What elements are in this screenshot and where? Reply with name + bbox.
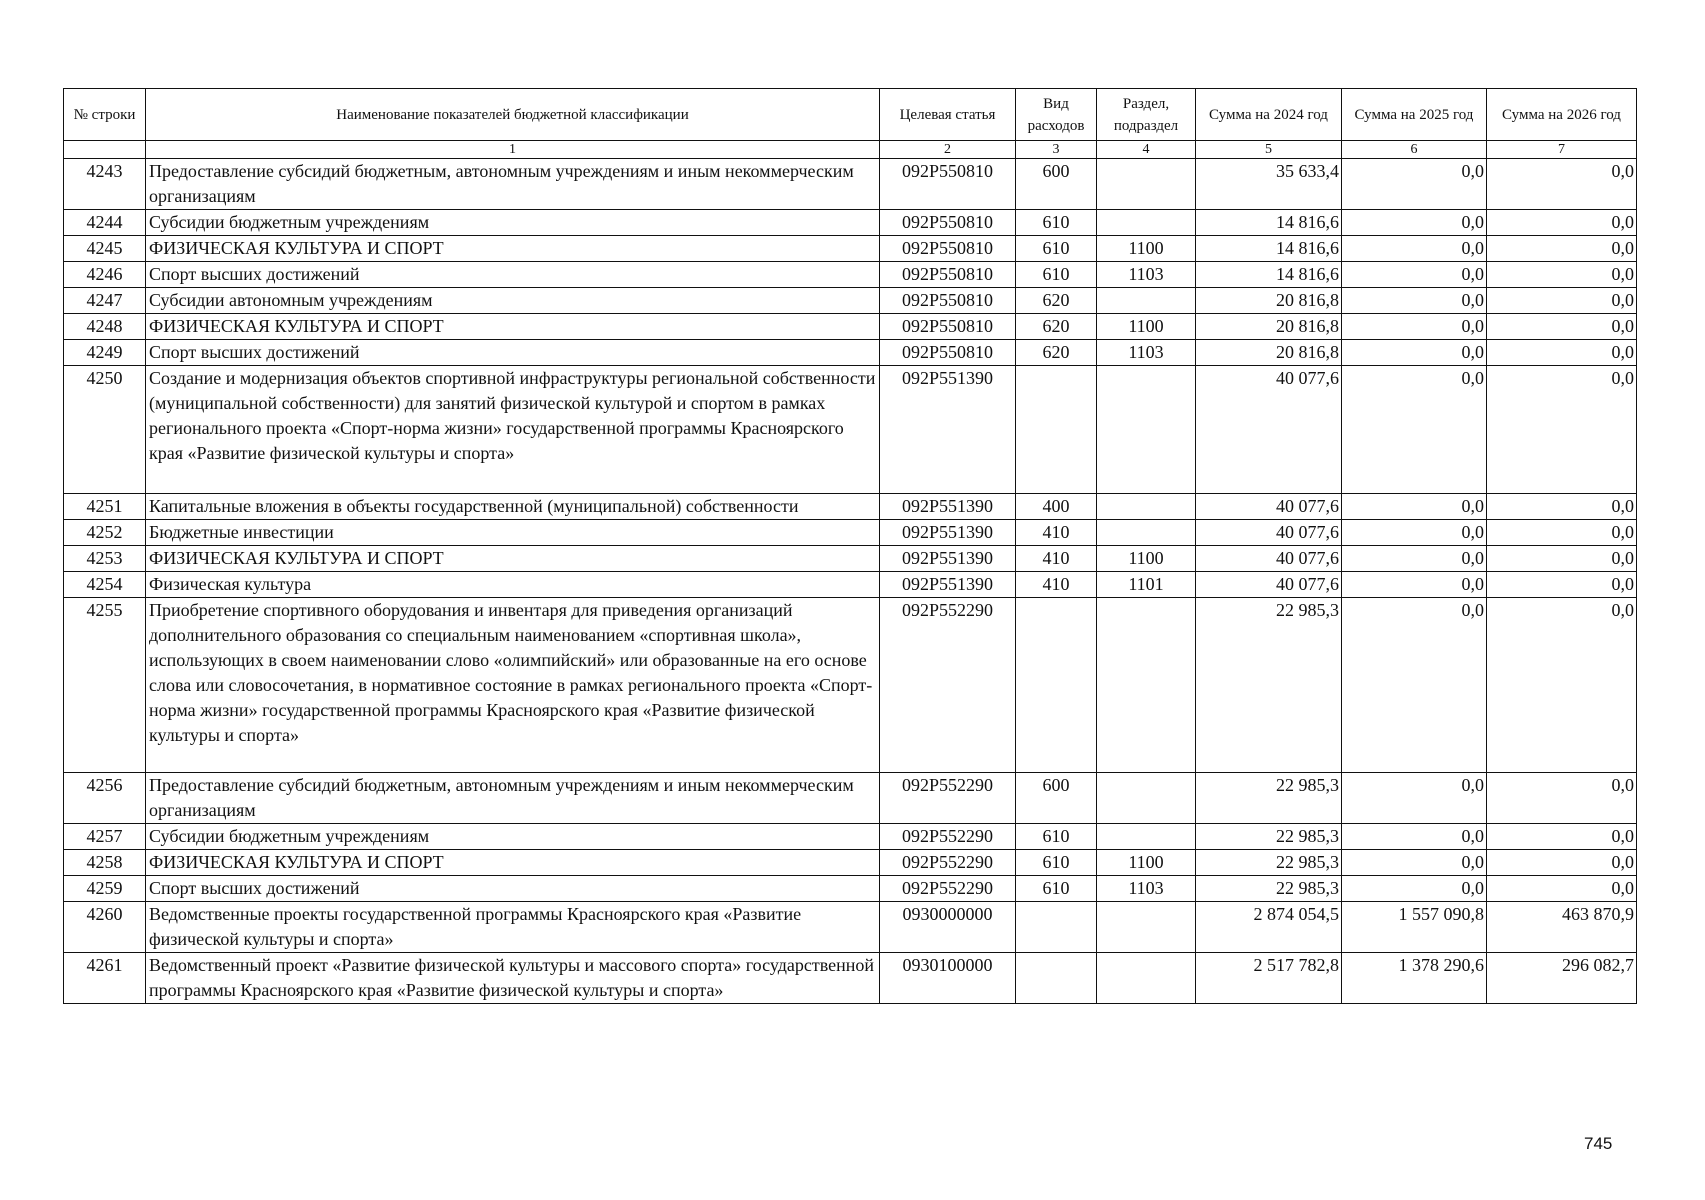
row-sum-2025: 0,0 bbox=[1342, 850, 1487, 876]
row-sum-2025: 0,0 bbox=[1342, 824, 1487, 850]
row-section: 1101 bbox=[1097, 572, 1196, 598]
row-target-article: 092P552290 bbox=[880, 773, 1016, 824]
row-sum-2026: 0,0 bbox=[1487, 340, 1637, 366]
row-section bbox=[1097, 824, 1196, 850]
table-body bbox=[64, 159, 1637, 1004]
row-number: 4250 bbox=[64, 366, 146, 494]
row-target-article: 092P551390 bbox=[880, 520, 1016, 546]
table-row bbox=[64, 236, 1637, 262]
row-section: 1103 bbox=[1097, 876, 1196, 902]
row-sum-2025: 0,0 bbox=[1342, 546, 1487, 572]
row-sum-2025: 0,0 bbox=[1342, 598, 1487, 773]
row-sum-2026: 296 082,7 bbox=[1487, 953, 1637, 1004]
table-row bbox=[64, 953, 1637, 1004]
row-section bbox=[1097, 494, 1196, 520]
table-row bbox=[64, 288, 1637, 314]
page-number: 745 bbox=[1584, 1134, 1613, 1153]
header-row bbox=[64, 89, 1637, 141]
row-target-article: 092P552290 bbox=[880, 876, 1016, 902]
table-row bbox=[64, 340, 1637, 366]
row-name: Приобретение спортивного оборудования и инвентаря для приведения организаций дополнительного образования со специальным наименованием «спортивная школа», использующих в своем наименовании слово «олимпийский» или образованные на его основе слова или словосочетания, в нормативное состояние в рамках регионального проекта «Спорт-норма жизни» государственной программы Красноярского края «Развитие физической культуры и спорта» bbox=[146, 598, 880, 773]
row-name: Бюджетные инвестиции bbox=[146, 520, 880, 546]
table-row bbox=[64, 314, 1637, 340]
row-sum-2024: 40 077,6 bbox=[1196, 546, 1342, 572]
row-sum-2024: 40 077,6 bbox=[1196, 572, 1342, 598]
row-number: 4256 bbox=[64, 773, 146, 824]
row-expense-type bbox=[1016, 598, 1097, 773]
row-expense-type: 600 bbox=[1016, 159, 1097, 210]
row-number: 4252 bbox=[64, 520, 146, 546]
table-row bbox=[64, 902, 1637, 953]
col-header-sum-2025: Сумма на 2025 год bbox=[1342, 89, 1487, 141]
row-target-article: 092P551390 bbox=[880, 494, 1016, 520]
row-expense-type: 620 bbox=[1016, 314, 1097, 340]
row-expense-type bbox=[1016, 366, 1097, 494]
row-target-article: 092P550810 bbox=[880, 236, 1016, 262]
row-section bbox=[1097, 520, 1196, 546]
index-cell: 1 bbox=[146, 141, 880, 159]
row-name: Физическая культура bbox=[146, 572, 880, 598]
row-expense-type: 600 bbox=[1016, 773, 1097, 824]
table-row bbox=[64, 366, 1637, 494]
row-number: 4244 bbox=[64, 210, 146, 236]
row-expense-type: 610 bbox=[1016, 236, 1097, 262]
row-sum-2026: 0,0 bbox=[1487, 850, 1637, 876]
row-number: 4243 bbox=[64, 159, 146, 210]
row-section: 1103 bbox=[1097, 262, 1196, 288]
row-sum-2025: 0,0 bbox=[1342, 876, 1487, 902]
row-sum-2024: 2 874 054,5 bbox=[1196, 902, 1342, 953]
row-sum-2026: 0,0 bbox=[1487, 288, 1637, 314]
row-expense-type bbox=[1016, 902, 1097, 953]
row-sum-2026: 0,0 bbox=[1487, 159, 1637, 210]
row-number: 4246 bbox=[64, 262, 146, 288]
row-sum-2026: 463 870,9 bbox=[1487, 902, 1637, 953]
row-sum-2026: 0,0 bbox=[1487, 494, 1637, 520]
row-section: 1100 bbox=[1097, 236, 1196, 262]
row-name: Спорт высших достижений bbox=[146, 876, 880, 902]
row-section bbox=[1097, 288, 1196, 314]
row-target-article: 092P551390 bbox=[880, 546, 1016, 572]
col-header-type: Вид расходов bbox=[1016, 89, 1097, 141]
row-target-article: 0930000000 bbox=[880, 902, 1016, 953]
row-section bbox=[1097, 598, 1196, 773]
row-name: ФИЗИЧЕСКАЯ КУЛЬТУРА И СПОРТ bbox=[146, 314, 880, 340]
row-sum-2025: 0,0 bbox=[1342, 572, 1487, 598]
row-expense-type: 620 bbox=[1016, 288, 1097, 314]
row-sum-2025: 1 557 090,8 bbox=[1342, 902, 1487, 953]
row-name: Создание и модернизация объектов спортивной инфраструктуры региональной собственности (муниципальной собственности) для занятий физической культурой и спортом в рамках регионального проекта «Спорт-норма жизни» государственной программы Красноярского края «Развитие физической культуры и спорта» bbox=[146, 366, 880, 494]
row-sum-2026: 0,0 bbox=[1487, 210, 1637, 236]
row-sum-2025: 0,0 bbox=[1342, 494, 1487, 520]
row-name: Ведомственный проект «Развитие физической культуры и массового спорта» государственной программы Красноярского края «Развитие физической культуры и спорта» bbox=[146, 953, 880, 1004]
row-expense-type: 400 bbox=[1016, 494, 1097, 520]
row-expense-type: 620 bbox=[1016, 340, 1097, 366]
col-header-sum-2024: Сумма на 2024 год bbox=[1196, 89, 1342, 141]
row-target-article: 092P550810 bbox=[880, 288, 1016, 314]
index-cell: 4 bbox=[1097, 141, 1196, 159]
row-sum-2024: 14 816,6 bbox=[1196, 262, 1342, 288]
index-cell: 5 bbox=[1196, 141, 1342, 159]
row-sum-2026: 0,0 bbox=[1487, 773, 1637, 824]
col-header-sum-2026: Сумма на 2026 год bbox=[1487, 89, 1637, 141]
row-sum-2024: 20 816,8 bbox=[1196, 340, 1342, 366]
row-section: 1100 bbox=[1097, 546, 1196, 572]
row-sum-2026: 0,0 bbox=[1487, 520, 1637, 546]
row-section bbox=[1097, 902, 1196, 953]
row-sum-2024: 22 985,3 bbox=[1196, 824, 1342, 850]
row-expense-type: 610 bbox=[1016, 824, 1097, 850]
row-sum-2026: 0,0 bbox=[1487, 546, 1637, 572]
col-header-target: Целевая статья bbox=[880, 89, 1016, 141]
row-sum-2025: 1 378 290,6 bbox=[1342, 953, 1487, 1004]
row-sum-2024: 22 985,3 bbox=[1196, 876, 1342, 902]
table-row bbox=[64, 773, 1637, 824]
row-sum-2025: 0,0 bbox=[1342, 314, 1487, 340]
table-row bbox=[64, 598, 1637, 773]
row-name: ФИЗИЧЕСКАЯ КУЛЬТУРА И СПОРТ bbox=[146, 850, 880, 876]
row-number: 4254 bbox=[64, 572, 146, 598]
row-name: Субсидии бюджетным учреждениям bbox=[146, 210, 880, 236]
row-sum-2024: 40 077,6 bbox=[1196, 494, 1342, 520]
table-row bbox=[64, 520, 1637, 546]
table-row bbox=[64, 262, 1637, 288]
row-target-article: 092P550810 bbox=[880, 210, 1016, 236]
row-target-article: 092P552290 bbox=[880, 824, 1016, 850]
row-sum-2025: 0,0 bbox=[1342, 773, 1487, 824]
row-sum-2024: 22 985,3 bbox=[1196, 773, 1342, 824]
row-name: Субсидии бюджетным учреждениям bbox=[146, 824, 880, 850]
row-expense-type: 410 bbox=[1016, 572, 1097, 598]
index-cell: 2 bbox=[880, 141, 1016, 159]
row-number: 4251 bbox=[64, 494, 146, 520]
row-sum-2024: 20 816,8 bbox=[1196, 314, 1342, 340]
row-sum-2024: 35 633,4 bbox=[1196, 159, 1342, 210]
row-name: Ведомственные проекты государственной программы Красноярского края «Развитие физической культуры и спорта» bbox=[146, 902, 880, 953]
row-number: 4253 bbox=[64, 546, 146, 572]
row-target-article: 092P552290 bbox=[880, 598, 1016, 773]
row-name: Спорт высших достижений bbox=[146, 340, 880, 366]
row-sum-2025: 0,0 bbox=[1342, 262, 1487, 288]
table-row bbox=[64, 546, 1637, 572]
row-sum-2025: 0,0 bbox=[1342, 236, 1487, 262]
row-number: 4249 bbox=[64, 340, 146, 366]
table-row bbox=[64, 850, 1637, 876]
row-sum-2025: 0,0 bbox=[1342, 520, 1487, 546]
row-target-article: 092P551390 bbox=[880, 572, 1016, 598]
row-section: 1103 bbox=[1097, 340, 1196, 366]
row-sum-2024: 14 816,6 bbox=[1196, 236, 1342, 262]
row-sum-2026: 0,0 bbox=[1487, 824, 1637, 850]
row-expense-type bbox=[1016, 953, 1097, 1004]
row-target-article: 0930100000 bbox=[880, 953, 1016, 1004]
row-number: 4261 bbox=[64, 953, 146, 1004]
row-number: 4258 bbox=[64, 850, 146, 876]
row-sum-2026: 0,0 bbox=[1487, 314, 1637, 340]
row-sum-2024: 14 816,6 bbox=[1196, 210, 1342, 236]
table-row bbox=[64, 876, 1637, 902]
row-expense-type: 610 bbox=[1016, 876, 1097, 902]
row-sum-2025: 0,0 bbox=[1342, 210, 1487, 236]
row-number: 4257 bbox=[64, 824, 146, 850]
row-section bbox=[1097, 210, 1196, 236]
row-target-article: 092P550810 bbox=[880, 340, 1016, 366]
row-target-article: 092P550810 bbox=[880, 314, 1016, 340]
col-header-name: Наименование показателей бюджетной классификации bbox=[146, 89, 880, 141]
row-name: ФИЗИЧЕСКАЯ КУЛЬТУРА И СПОРТ bbox=[146, 546, 880, 572]
row-number: 4259 bbox=[64, 876, 146, 902]
row-sum-2024: 22 985,3 bbox=[1196, 850, 1342, 876]
row-name: Спорт высших достижений bbox=[146, 262, 880, 288]
row-name: Предоставление субсидий бюджетным, автономным учреждениям и иным некоммерческим организациям bbox=[146, 773, 880, 824]
row-expense-type: 610 bbox=[1016, 210, 1097, 236]
index-row bbox=[64, 141, 1637, 159]
row-target-article: 092P551390 bbox=[880, 366, 1016, 494]
row-expense-type: 610 bbox=[1016, 262, 1097, 288]
col-header-section: Раздел, подраздел bbox=[1097, 89, 1196, 141]
row-sum-2025: 0,0 bbox=[1342, 340, 1487, 366]
table-row bbox=[64, 824, 1637, 850]
row-sum-2026: 0,0 bbox=[1487, 876, 1637, 902]
table-row bbox=[64, 572, 1637, 598]
row-section bbox=[1097, 159, 1196, 210]
table-row bbox=[64, 494, 1637, 520]
row-sum-2026: 0,0 bbox=[1487, 236, 1637, 262]
row-sum-2026: 0,0 bbox=[1487, 262, 1637, 288]
row-name: Предоставление субсидий бюджетным, автономным учреждениям и иным некоммерческим организациям bbox=[146, 159, 880, 210]
row-sum-2025: 0,0 bbox=[1342, 288, 1487, 314]
row-section bbox=[1097, 366, 1196, 494]
row-number: 4248 bbox=[64, 314, 146, 340]
row-sum-2026: 0,0 bbox=[1487, 572, 1637, 598]
row-sum-2024: 20 816,8 bbox=[1196, 288, 1342, 314]
row-sum-2024: 40 077,6 bbox=[1196, 520, 1342, 546]
row-sum-2024: 40 077,6 bbox=[1196, 366, 1342, 494]
budget-table bbox=[63, 88, 1637, 1004]
row-sum-2025: 0,0 bbox=[1342, 366, 1487, 494]
row-sum-2024: 2 517 782,8 bbox=[1196, 953, 1342, 1004]
budget-table-sheet bbox=[63, 88, 1636, 1004]
index-cell: 7 bbox=[1487, 141, 1637, 159]
row-number: 4247 bbox=[64, 288, 146, 314]
row-section: 1100 bbox=[1097, 314, 1196, 340]
row-target-article: 092P550810 bbox=[880, 262, 1016, 288]
index-cell: 3 bbox=[1016, 141, 1097, 159]
row-name: Капитальные вложения в объекты государственной (муниципальной) собственности bbox=[146, 494, 880, 520]
row-sum-2026: 0,0 bbox=[1487, 598, 1637, 773]
row-sum-2026: 0,0 bbox=[1487, 366, 1637, 494]
col-header-no: № строки bbox=[64, 89, 146, 141]
row-section: 1100 bbox=[1097, 850, 1196, 876]
index-cell-blank bbox=[64, 141, 146, 159]
row-sum-2025: 0,0 bbox=[1342, 159, 1487, 210]
row-section bbox=[1097, 773, 1196, 824]
row-sum-2024: 22 985,3 bbox=[1196, 598, 1342, 773]
row-number: 4260 bbox=[64, 902, 146, 953]
row-expense-type: 410 bbox=[1016, 520, 1097, 546]
row-number: 4255 bbox=[64, 598, 146, 773]
row-expense-type: 610 bbox=[1016, 850, 1097, 876]
row-target-article: 092P550810 bbox=[880, 159, 1016, 210]
row-name: ФИЗИЧЕСКАЯ КУЛЬТУРА И СПОРТ bbox=[146, 236, 880, 262]
row-expense-type: 410 bbox=[1016, 546, 1097, 572]
row-number: 4245 bbox=[64, 236, 146, 262]
table-row bbox=[64, 210, 1637, 236]
table-row bbox=[64, 159, 1637, 210]
row-target-article: 092P552290 bbox=[880, 850, 1016, 876]
row-name: Субсидии автономным учреждениям bbox=[146, 288, 880, 314]
index-cell: 6 bbox=[1342, 141, 1487, 159]
row-section bbox=[1097, 953, 1196, 1004]
